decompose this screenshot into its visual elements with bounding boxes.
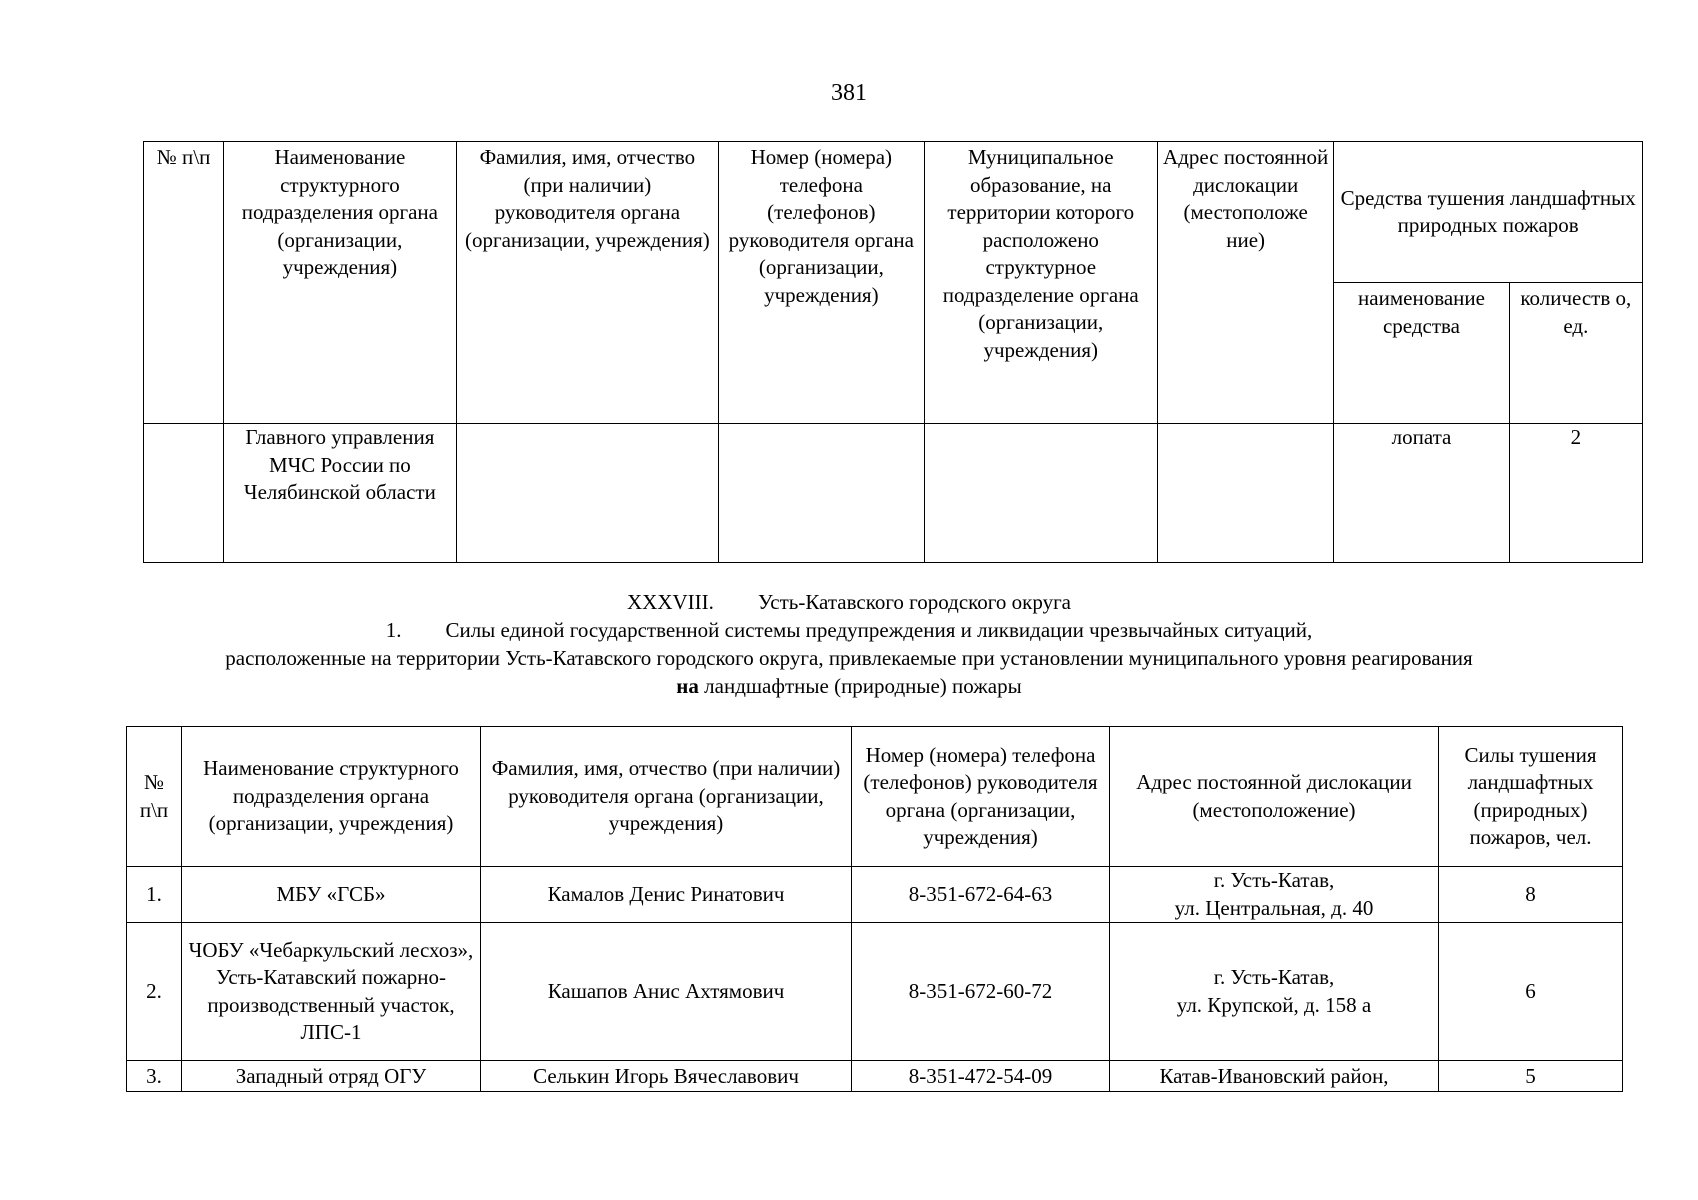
header-subdivision: Наименование структурного подразделения органа (организации, учреждения) — [224, 142, 456, 424]
cell-municipality — [924, 424, 1157, 563]
cell-num: 3. — [127, 1061, 182, 1092]
address-line-2: ул. Крупской, д. 158 а — [1176, 992, 1372, 1017]
cell-phone: 8-351-672-60-72 — [852, 923, 1110, 1061]
address-line-2: ул. Центральная, д. 40 — [1174, 895, 1374, 920]
page-number: 381 — [831, 80, 867, 106]
header-address: Адрес постоянной дислокации (местоположение) — [1110, 727, 1439, 867]
cell-subdivision: МБУ «ГСБ» — [182, 867, 481, 923]
cell-address — [1110, 923, 1439, 1061]
subsection-line-3 — [0, 672, 1698, 700]
cell-subdivision: Главного управления МЧС России по Челябинской области — [224, 424, 456, 563]
subsection-line-3-rest: ландшафтные (природные) пожары — [704, 674, 1022, 698]
header-head-name: Фамилия, имя, отчество (при наличии) руководителя органа (организации, учреждения) — [456, 142, 719, 424]
address-line-1: г. Усть-Катав, — [1213, 868, 1335, 892]
cell-head-name: Селькин Игорь Вячеславович — [481, 1061, 852, 1092]
cell-subdivision: ЧОБУ «Чебаркульский лесхоз», Усть-Катавский пожарно-производственный участок, ЛПС-1 — [182, 923, 481, 1061]
table-row — [127, 867, 1623, 923]
cell-forces: 8 — [1439, 867, 1623, 923]
header-address: Адрес постоянной дислокации (местоположе ние) — [1157, 142, 1333, 424]
subsection-line-2: расположенные на территории Усть-Катавского городского округа, привлекаемые при установлении муниципального уровня реагирования — [225, 646, 1473, 670]
cell-forces: 6 — [1439, 923, 1623, 1061]
fire-means-table — [143, 141, 1643, 563]
section-title — [0, 588, 1698, 616]
header-means-qty: количеств о, ед. — [1509, 283, 1642, 424]
header-phone: Номер (номера) телефона (телефонов) руководителя органа (организации, учреждения) — [852, 727, 1110, 867]
header-num: № п\п — [127, 727, 182, 867]
subsection-line-1: Силы единой государственной системы предупреждения и ликвидации чрезвычайных ситуаций, — [445, 618, 1313, 642]
cell-num — [144, 424, 224, 563]
header-means-name: наименование средства — [1334, 283, 1509, 424]
header-municipality: Муниципальное образование, на территории которого расположено структурное подразделение органа (организации, учреждения) — [924, 142, 1157, 424]
table-row — [127, 1061, 1623, 1092]
header-subdivision: Наименование структурного подразделения органа (организации, учреждения) — [182, 727, 481, 867]
cell-means-qty: 2 — [1509, 424, 1642, 563]
header-num: № п\п — [144, 142, 224, 424]
cell-address — [1157, 424, 1333, 563]
address-line-1: г. Усть-Катав, — [1213, 965, 1335, 989]
header-forces: Силы тушения ландшафтных (природных) пожаров, чел. — [1439, 727, 1623, 867]
section-title-text: Усть-Катавского городского округа — [757, 590, 1071, 614]
cell-head-name: Камалов Денис Ринатович — [481, 867, 852, 923]
header-head-name: Фамилия, имя, отчество (при наличии) руководителя органа (организации, учреждения) — [481, 727, 852, 867]
cell-phone — [719, 424, 924, 563]
section-roman-number: XXXVIII. — [627, 590, 714, 614]
cell-num: 1. — [127, 867, 182, 923]
cell-phone: 8-351-472-54-09 — [852, 1061, 1110, 1092]
cell-subdivision: Западный отряд ОГУ — [182, 1061, 481, 1092]
table-row — [144, 424, 1643, 563]
cell-phone: 8-351-672-64-63 — [852, 867, 1110, 923]
cell-address — [1110, 867, 1439, 923]
cell-forces: 5 — [1439, 1061, 1623, 1092]
cell-means-name: лопата — [1334, 424, 1509, 563]
address-line-1: Катав-Ивановский район, — [1159, 1064, 1389, 1088]
cell-address — [1110, 1061, 1439, 1092]
cell-head-name: Кашапов Анис Ахтямович — [481, 923, 852, 1061]
subsection-number: 1. — [385, 618, 402, 642]
cell-head-name — [456, 424, 719, 563]
cell-num: 2. — [127, 923, 182, 1061]
header-means-group: Средства тушения ландшафтных природных пожаров — [1334, 142, 1643, 283]
forces-table — [126, 726, 1623, 1092]
table-row — [127, 923, 1623, 1061]
subsection-title — [0, 616, 1698, 644]
header-phone: Номер (номера) телефона (телефонов) руководителя органа (организации, учреждения) — [719, 142, 924, 424]
subsection-line-3-bold: на — [676, 674, 699, 698]
